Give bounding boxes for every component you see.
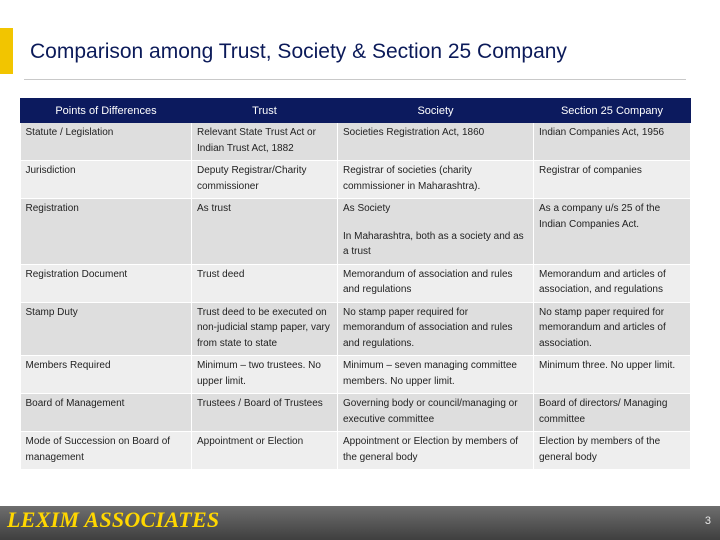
cell-point: Registration xyxy=(21,199,192,265)
title-divider xyxy=(24,79,686,80)
cell-society-note: In Maharashtra, both as a society and as a trust xyxy=(343,230,524,257)
cell-point: Mode of Succession on Board of management xyxy=(21,432,192,470)
header-society: Society xyxy=(338,99,534,123)
cell-trust: As trust xyxy=(192,199,338,265)
cell-trust: Deputy Registrar/Charity commissioner xyxy=(192,161,338,199)
table-row xyxy=(21,394,691,432)
slide-title: Comparison among Trust, Society & Section 25 Company xyxy=(30,40,567,63)
cell-point: Members Required xyxy=(21,356,192,394)
header-points: Points of Differences xyxy=(21,99,192,123)
cell-point: Jurisdiction xyxy=(21,161,192,199)
table-header-row xyxy=(21,99,691,123)
cell-company: Indian Companies Act, 1956 xyxy=(534,123,691,161)
table-row xyxy=(21,264,691,302)
cell-point: Stamp Duty xyxy=(21,302,192,356)
cell-company: Memorandum and articles of association, and regulations xyxy=(534,264,691,302)
cell-trust: Trustees / Board of Trustees xyxy=(192,394,338,432)
table-row xyxy=(21,123,691,161)
cell-company: No stamp paper required for memorandum and articles of association. xyxy=(534,302,691,356)
comparison-table xyxy=(20,98,691,470)
cell-society xyxy=(338,199,534,265)
table-row xyxy=(21,161,691,199)
cell-trust: Minimum – two trustees. No upper limit. xyxy=(192,356,338,394)
cell-society: No stamp paper required for memorandum of association and rules and regulations. xyxy=(338,302,534,356)
cell-point: Registration Document xyxy=(21,264,192,302)
cell-society: Appointment or Election by members of the general body xyxy=(338,432,534,470)
page-number: 3 xyxy=(704,515,711,527)
cell-society: Governing body or council/managing or executive committee xyxy=(338,394,534,432)
title-accent-bar xyxy=(0,28,13,74)
cell-company: Board of directors/ Managing committee xyxy=(534,394,691,432)
table-row xyxy=(21,302,691,356)
cell-society: Memorandum of association and rules and regulations xyxy=(338,264,534,302)
cell-trust: Appointment or Election xyxy=(192,432,338,470)
cell-company: As a company u/s 25 of the Indian Companies Act. xyxy=(534,199,691,265)
header-company: Section 25 Company xyxy=(534,99,691,123)
footer-bar xyxy=(0,506,720,540)
table-row xyxy=(21,432,691,470)
cell-society-text: As Society xyxy=(343,203,391,214)
cell-trust: Trust deed to be executed on non-judicial stamp paper, vary from state to state xyxy=(192,302,338,356)
cell-trust: Relevant State Trust Act or Indian Trust Act, 1882 xyxy=(192,123,338,161)
footer-logo: LEXIM ASSOCIATES xyxy=(7,507,220,532)
cell-gap xyxy=(343,217,528,229)
cell-trust: Trust deed xyxy=(192,264,338,302)
cell-point: Board of Management xyxy=(21,394,192,432)
cell-society: Minimum – seven managing committee members. No upper limit. xyxy=(338,356,534,394)
cell-society: Societies Registration Act, 1860 xyxy=(338,123,534,161)
header-trust: Trust xyxy=(192,99,338,123)
cell-point: Statute / Legislation xyxy=(21,123,192,161)
table-row xyxy=(21,356,691,394)
cell-company: Minimum three. No upper limit. xyxy=(534,356,691,394)
cell-company: Registrar of companies xyxy=(534,161,691,199)
table-row xyxy=(21,199,691,265)
cell-society: Registrar of societies (charity commissioner in Maharashtra). xyxy=(338,161,534,199)
cell-company: Election by members of the general body xyxy=(534,432,691,470)
